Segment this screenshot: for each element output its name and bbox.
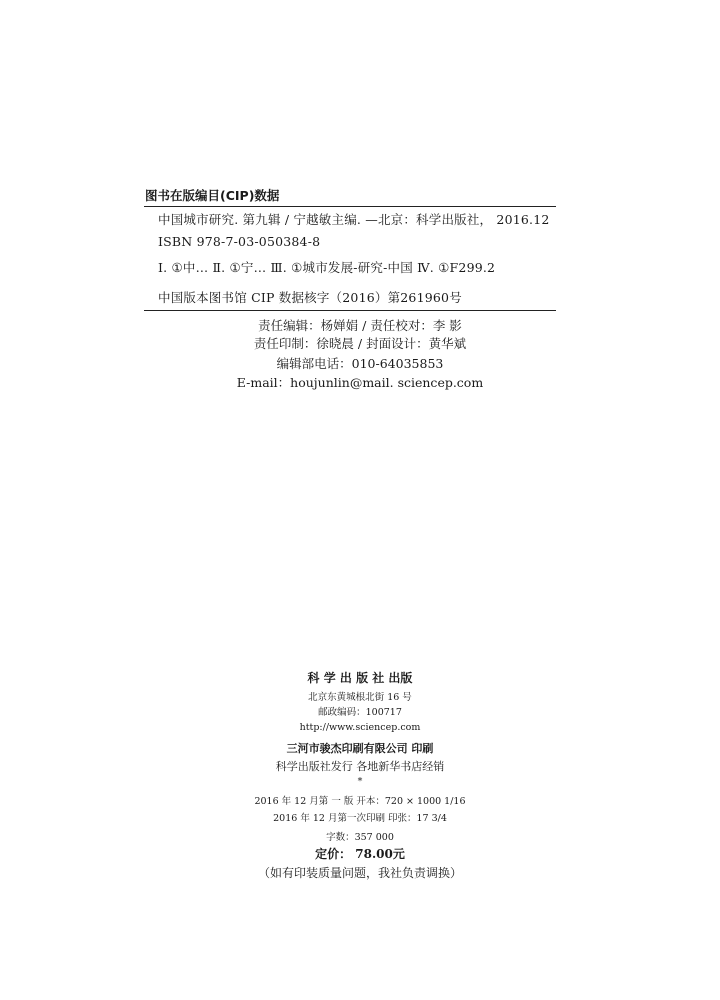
staff-email-line: E-mail：houjunlin@mail. sciencep.com bbox=[236, 375, 484, 390]
price-line: 定价： 78.00元 bbox=[315, 847, 405, 861]
cip-bottom-rule bbox=[144, 310, 556, 311]
quality-notice: （如有印装质量问题，我社负责调换） bbox=[257, 866, 462, 880]
edition-line: 2016 年 12 月第 一 版 开本：720 × 1000 1/16 bbox=[254, 796, 466, 807]
cip-record-number-line: 中国版本图书馆 CIP 数据核字（2016）第261960号 bbox=[158, 290, 462, 305]
staff-phone-line: 编辑部电话：010-64035853 bbox=[276, 356, 444, 371]
publisher-url: http://www.sciencep.com bbox=[299, 722, 421, 733]
cip-heading: 图书在版编目(CIP)数据 bbox=[145, 188, 280, 203]
staff-editor-line: 责任编辑：杨婵娟 / 责任校对：李 影 bbox=[258, 318, 462, 333]
printer-line: 三河市骏杰印刷有限公司 印刷 bbox=[286, 742, 434, 755]
cip-top-rule bbox=[144, 206, 556, 207]
staff-printing-line: 责任印制：徐晓晨 / 封面设计：黄华斌 bbox=[253, 336, 467, 351]
cip-isbn-line: ISBN 978-7-03-050384-8 bbox=[158, 234, 321, 249]
distribution-line: 科学出版社发行 各地新华书店经销 bbox=[275, 760, 445, 773]
word-count: 字数：357 000 bbox=[326, 832, 394, 843]
publisher-name: 科 学 出 版 社 出版 bbox=[307, 671, 413, 685]
separator-star: * bbox=[357, 776, 363, 787]
publisher-postcode: 邮政编码：100717 bbox=[318, 707, 402, 718]
publisher-address: 北京东黄城根北街 16 号 bbox=[308, 692, 412, 703]
cip-classification-line: Ⅰ. ①中… Ⅱ. ①宁… Ⅲ. ①城市发展-研究-中国 Ⅳ. ①F299.2 bbox=[158, 260, 496, 275]
cip-title-line: 中国城市研究. 第九辑 / 宁越敏主编. —北京：科学出版社， 2016.12 bbox=[158, 212, 550, 227]
printing-line: 2016 年 12 月第一次印刷 印张：17 3/4 bbox=[273, 813, 447, 824]
